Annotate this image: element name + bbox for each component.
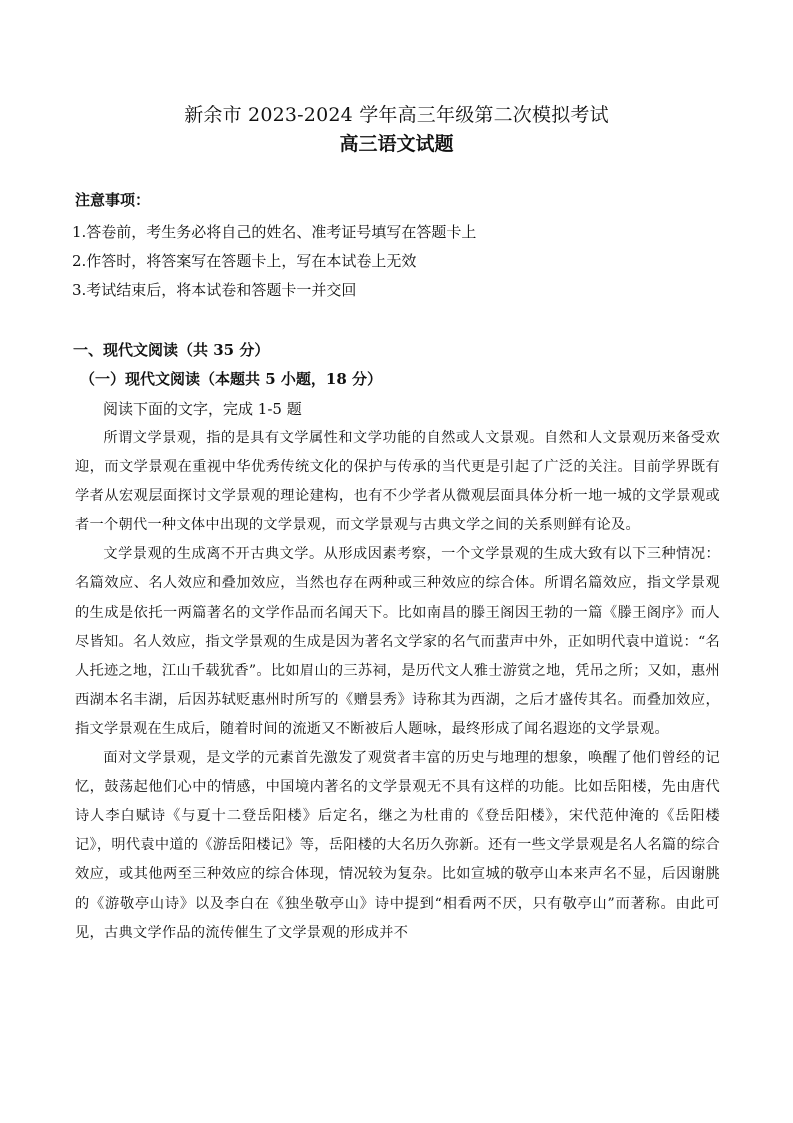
notice-item-3: 3.考试结束后，将本试卷和答题卡一并交回 <box>72 281 357 299</box>
passage-paragraph-2: 文学景观的生成离不开古典文学。从形成因素考察，一个文学景观的生成大致有以下三种情况：名篇效应、名人效应和叠加效应，当然也存在两种或三种效应的综合体。所谓名篇效应，指文学景观的生成是依托一两篇著名的文学作品而名闻天下。比如南昌的滕王阁因王勃的一篇《滕王阁序》而人尽皆知。名人效应，指文学景观的生成是因为著名文学家的名气而蜚声中外，正如明代袁中道说：“名人托迹之地，江山千载犹香”。比如眉山的三苏祠，是历代文人雅士游赏之地，凭吊之所；又如，惠州西湖本名丰湖，后因苏轼贬惠州时所写的《赠昙秀》诗称其为西湖，之后才盛传其名。而叠加效应，指文学景观在生成后，随着时间的流逝又不断被后人题咏，最终形成了闻名遐迩的文学景观。 <box>75 546 721 737</box>
notice-item-2: 2.作答时，将答案写在答题卡上，写在本试卷上无效 <box>72 252 417 270</box>
exam-title: 新余市 2023-2024 学年高三年级第二次模拟考试 <box>184 104 609 126</box>
reading-passage <box>75 424 720 948</box>
reading-instruction: 阅读下面的文字，完成 1-5 题 <box>103 400 302 418</box>
notice-item-1: 1.答卷前，考生务必将自己的姓名、准考证号填写在答题卡上 <box>72 223 477 241</box>
notice-heading: 注意事项： <box>75 191 151 209</box>
section-title: 一、现代文阅读（共 35 分） <box>73 341 270 359</box>
passage-paragraph-3: 面对文学景观，是文学的元素首先激发了观赏者丰富的历史与地理的想象，唤醒了他们曾经的记忆，鼓荡起他们心中的情感，中国境内著名的文学景观无不具有这样的功能。比如岳阳楼，先由唐代诗人李白赋诗《与夏十二登岳阳楼》后定名，继之为杜甫的《登岳阳楼》，宋代范仲淹的《岳阳楼记》，明代袁中道的《游岳阳楼记》等，岳阳楼的大名历久弥新。还有一些文学景观是名人名篇的综合效应，或其他两至三种效应的综合体现，情况较为复杂。比如宣城的敬亭山本来声名不显，后因谢朓的《游敬亭山诗》以及李白在《独坐敬亭山》诗中提到“相看两不厌，只有敬亭山”而著称。由此可见，古典文学作品的流传催生了文学景观的形成并不 <box>75 750 720 941</box>
subsection-title: （一）现代文阅读（本题共 5 小题，18 分） <box>80 370 382 388</box>
exam-subtitle: 高三语文试题 <box>339 133 454 155</box>
passage-paragraph-1: 所谓文学景观，指的是具有文学属性和文学功能的自然或人文景观。自然和人文景观历来备受欢迎，而文学景观在重视中华优秀传统文化的保护与传承的当代更是引起了广泛的关注。目前学界既有学者从宏观层面探讨文学景观的理论建构，也有不少学者从微观层面具体分析一地一城的文学景观或者一个朝代一种文体中出现的文学景观，而文学景观与古典文学之间的关系则鲜有论及。 <box>75 430 720 534</box>
